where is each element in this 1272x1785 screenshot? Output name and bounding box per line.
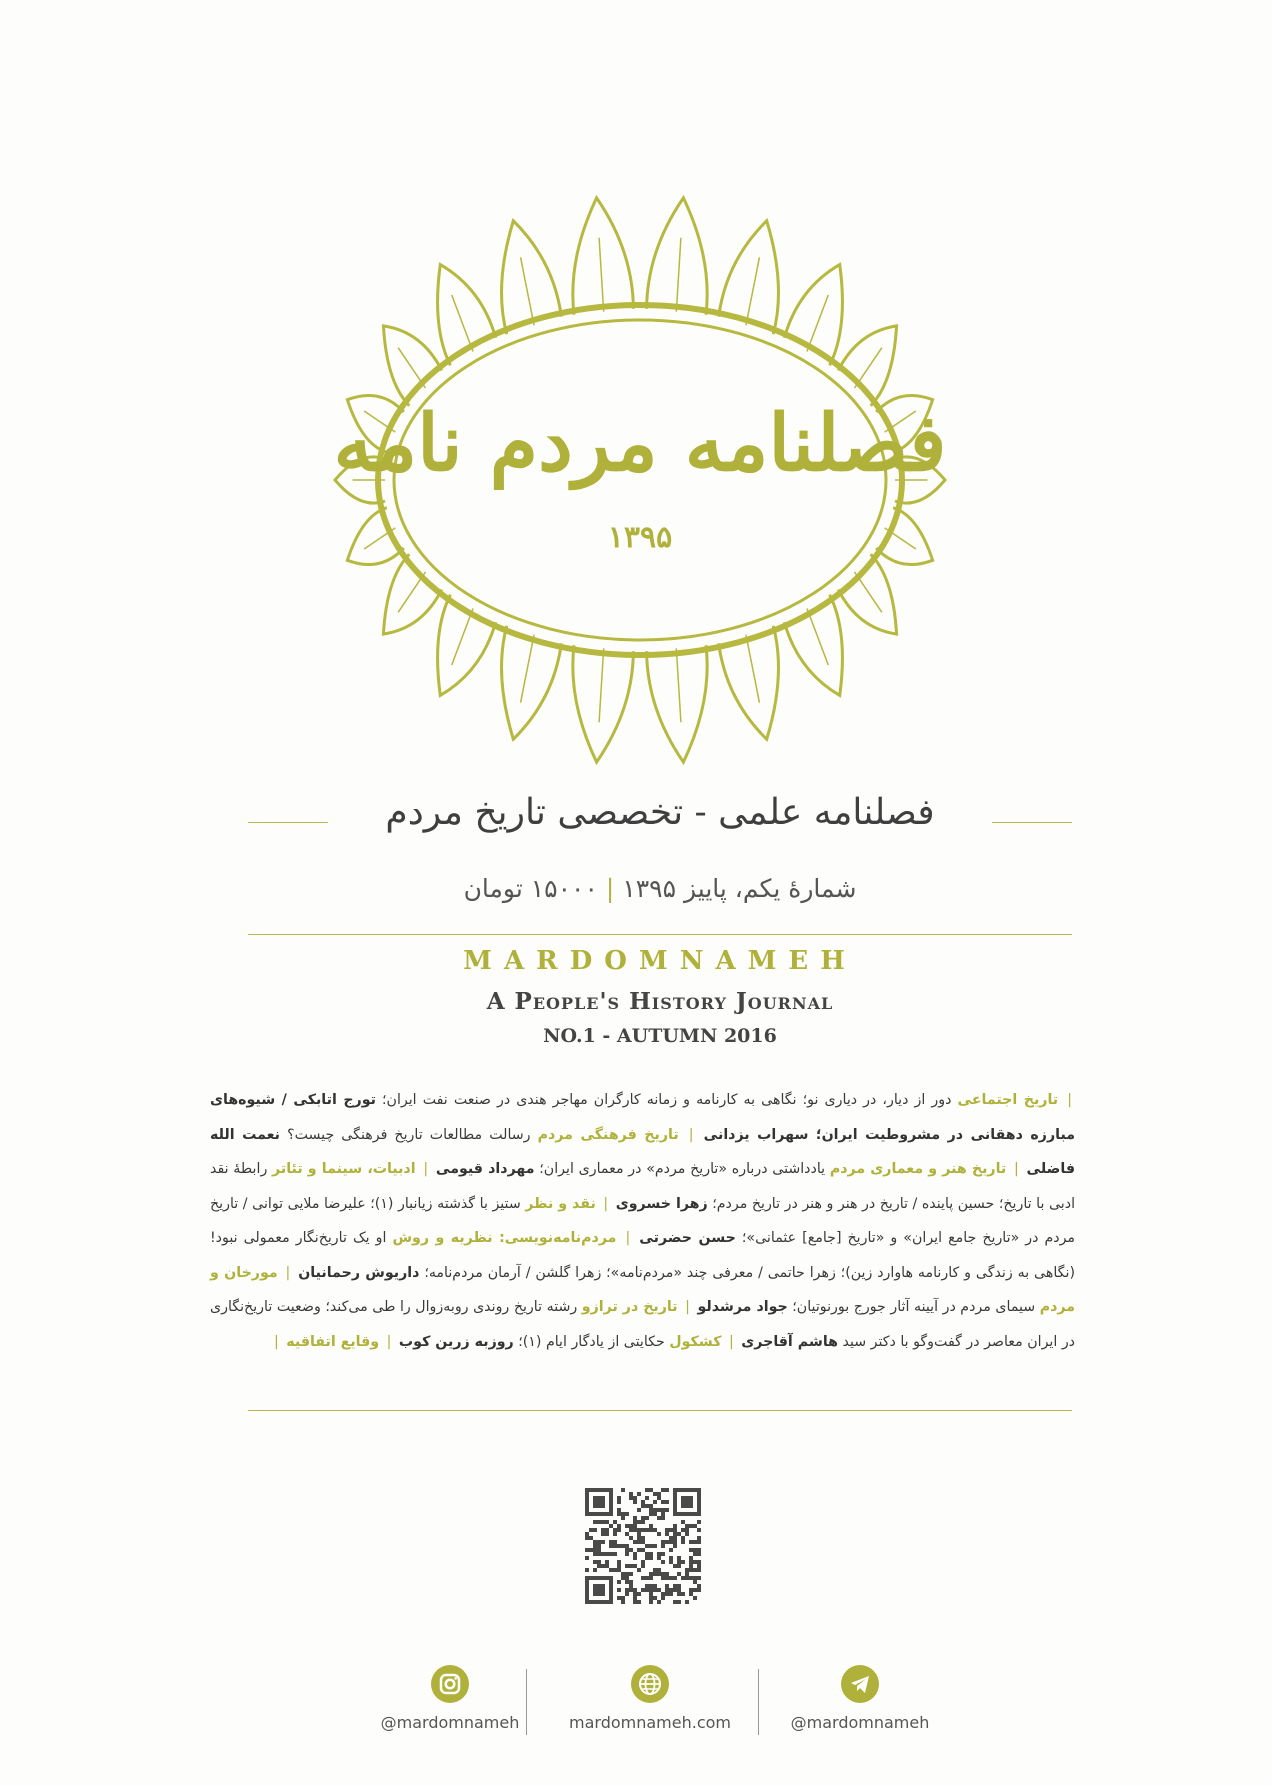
article-author: زهرا خسروی <box>615 1195 708 1212</box>
persian-title: فصلنامه علمی - تخصصی تاریخ مردم <box>385 792 935 833</box>
english-subtitle: A People's History Journal <box>486 988 834 1015</box>
instagram-link[interactable] <box>350 1665 550 1732</box>
divider <box>526 1669 527 1735</box>
article-text: رسالت مطالعات تاریخ فرهنگی چیست؟ <box>287 1126 531 1143</box>
petal-vein <box>521 257 535 325</box>
separator: | <box>685 1299 690 1315</box>
petal-vein <box>807 295 828 351</box>
article-author: هاشم آقاجری <box>741 1333 838 1350</box>
telegram-link[interactable] <box>760 1665 960 1732</box>
english-brand: MARDOMNAMEH <box>463 946 857 976</box>
article-author: جواد مرشدلو <box>697 1299 788 1315</box>
section-label: تاریخ در ترازو <box>581 1299 678 1315</box>
petal-vein <box>676 238 681 312</box>
section-label: ادبیات، سینما و تئاتر <box>272 1161 416 1177</box>
separator: | <box>605 874 615 903</box>
divider <box>248 822 328 823</box>
section-label: کشکول <box>669 1333 722 1350</box>
separator: | <box>603 1195 609 1212</box>
separator: | <box>688 1126 694 1143</box>
globe-icon <box>631 1665 669 1703</box>
separator: | <box>1067 1092 1072 1108</box>
section-label: وقایع اتفاقیه <box>286 1333 380 1350</box>
separator: | <box>728 1333 734 1350</box>
petal-vein <box>807 608 828 664</box>
divider <box>992 822 1072 823</box>
separator: | <box>285 1264 291 1281</box>
petal-vein <box>746 635 760 703</box>
persian-price: ۱۵۰۰۰ تومان <box>463 874 598 903</box>
qr-code-icon[interactable] <box>585 1488 701 1604</box>
table-of-contents <box>210 1083 1075 1359</box>
article-author: نعمت الله فاضلی <box>210 1126 1076 1177</box>
telegram-icon <box>841 1665 879 1703</box>
section-label: نقد و نظر <box>525 1195 596 1212</box>
divider <box>758 1669 759 1735</box>
website-link[interactable] <box>550 1665 750 1732</box>
section-label: تاریخ هنر و معماری مردم <box>829 1161 1007 1177</box>
section-label: تاریخ فرهنگی مردم <box>537 1126 679 1143</box>
article-text: سیمای مردم در آیینه آثار جورج بورنوتیان؛ <box>792 1299 1036 1315</box>
article-author: حسن حضرتی <box>639 1230 736 1246</box>
article-text: ستیز با گذشته زیانبار (۱)؛ علیرضا ملایی توانی / تاریخ مردم در «تاریخ جامع ایران» و «تاریخ [جامع] عثمانی»؛ <box>210 1195 1076 1246</box>
article-author: تورج اتابکی / شیوه‌های مبارزه دهقانی در مشروطیت ایران؛ سهراب یزدانی <box>210 1092 1076 1143</box>
section-label: مردم‌نامه‌نویسی: نظریه و روش <box>392 1230 617 1246</box>
section-label: تاریخ اجتماعی <box>957 1092 1059 1108</box>
section-label: مورخان و مردم <box>210 1264 1076 1315</box>
article-author: روزبه زرین کوب <box>398 1333 514 1350</box>
english-issue: NO.1 - AUTUMN 2016 <box>543 1025 777 1047</box>
emblem <box>330 180 950 770</box>
persian-issue: شمارهٔ یکم، پاییز ۱۳۹۵ <box>622 874 857 903</box>
separator: | <box>625 1230 631 1246</box>
petal-vein <box>452 608 473 664</box>
petal-vein <box>599 238 604 312</box>
emblem-title: فصلنامه مردم نامه <box>333 398 947 489</box>
petal-vein <box>599 648 604 722</box>
divider <box>248 1410 1072 1411</box>
article-author: داریوش رحمانیان <box>298 1264 420 1281</box>
separator: | <box>274 1333 279 1350</box>
website-url: mardomnameh.com <box>569 1713 731 1732</box>
divider <box>248 934 1072 935</box>
article-text: او یک تاریخ‌نگار معمولی نبود! (نگاهی به زندگی و کارنامه هاوارد زین)؛ زهرا حاتمی / معرفی چند «مردم‌نامه»؛ زهرا گلشن / آرمان مردم‌نامه؛ <box>210 1230 1075 1281</box>
telegram-handle: @mardomnameh <box>790 1713 930 1732</box>
article-text: رابطهٔ نقد ادبی با تاریخ؛ حسین پاینده / تاریخ در هنر و هنر در تاریخ مردم؛ <box>210 1161 1076 1212</box>
article-author: مهرداد قیومی <box>435 1161 535 1177</box>
persian-header <box>248 792 1072 852</box>
article-text: یادداشتی درباره «تاریخ مردم» در معماری ایران؛ <box>539 1161 826 1177</box>
article-text: دور از دیار، در دیاری نو؛ نگاهی به کارنامه و زمانه کارگران مهاجر هندی در صنعت نفت ایران؛ <box>382 1092 952 1108</box>
separator: | <box>1014 1161 1019 1177</box>
petal-vein <box>521 635 535 703</box>
separator: | <box>423 1161 429 1177</box>
petal-vein <box>676 648 681 722</box>
article-text: حکایتی از یادگار ایام (۱)؛ <box>518 1333 665 1350</box>
article-text: رشته تاریخ روندی روبه‌زوال را طی می‌کند؛ وضعیت تاریخ‌نگاری در ایران معاصر در گفت‌وگو با دکتر سید <box>210 1299 1075 1350</box>
petal-vein <box>746 257 760 325</box>
social-footer <box>340 1665 960 1745</box>
instagram-handle: @mardomnameh <box>380 1713 520 1732</box>
instagram-icon <box>431 1665 469 1703</box>
emblem-year: ۱۳۹۵ <box>607 520 673 555</box>
persian-issue-line <box>248 874 1072 903</box>
petal-vein <box>452 295 473 351</box>
separator: | <box>386 1333 392 1350</box>
